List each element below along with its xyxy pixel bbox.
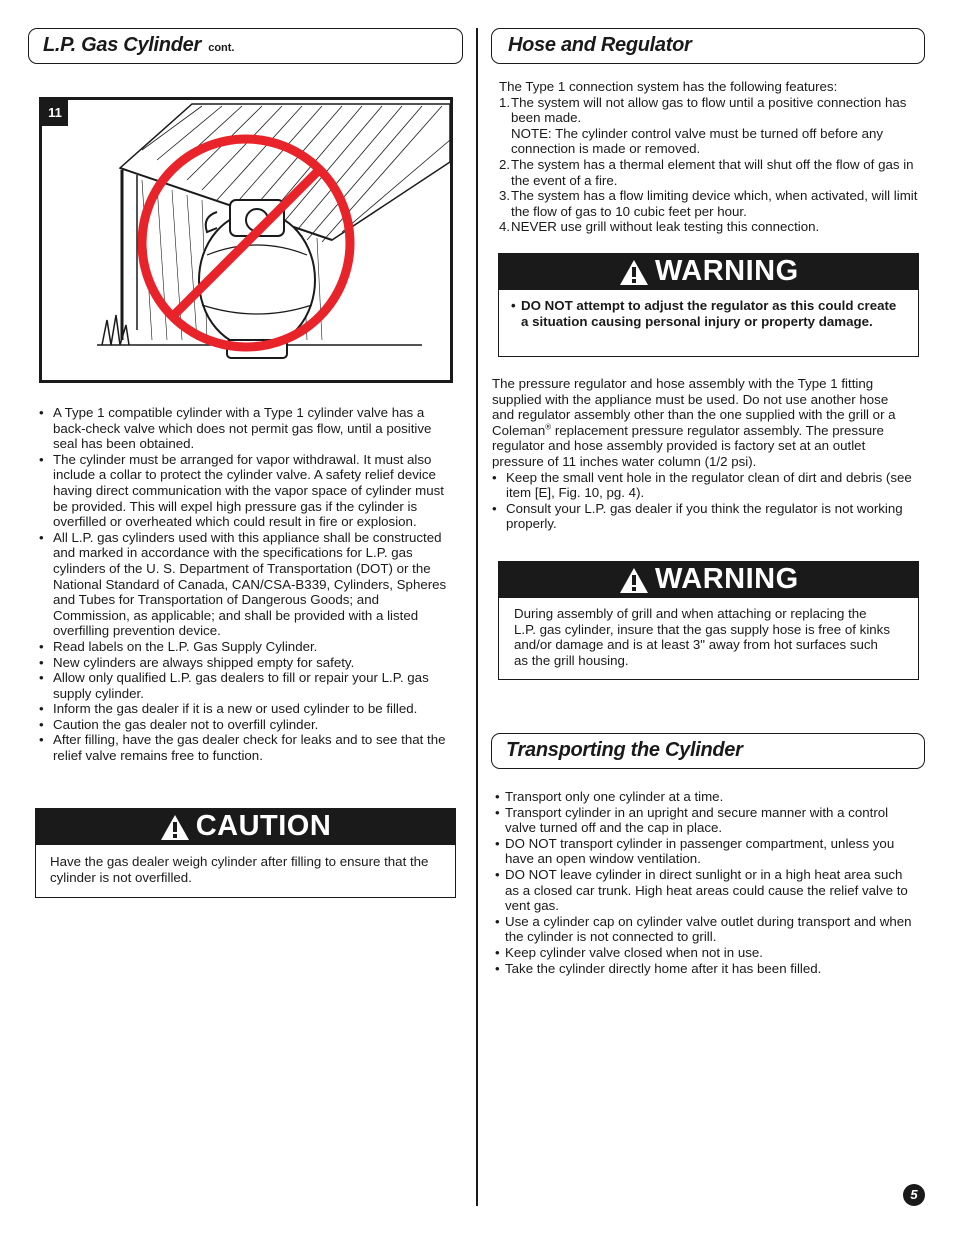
section-header-hose-regulator: [491, 28, 925, 64]
section-title: [43, 33, 234, 60]
feature-text: The system will not allow gas to flow until a positive connection has been made.: [511, 94, 907, 126]
warning-triangle-icon: [619, 259, 649, 286]
lp-gas-bullets: [39, 405, 451, 764]
warning-banner: [499, 562, 918, 598]
transport-bullet-list: [495, 789, 920, 976]
transport-section: [495, 789, 920, 976]
regulator-paragraph-a: The pressure regulator and hose assembly with the Type 1 fitting supplied with the appliance must be used. Do not use another hose and regulator assembly other than the one supplied with the grill or a Coleman: [492, 376, 896, 438]
list-item: • Consult your L.P. gas dealer if you think the regulator is not working properly.: [492, 501, 912, 532]
feature-text: The system has a thermal element that will shut off the flow of gas in the event of a fire.: [511, 156, 914, 188]
feature-item: [499, 157, 919, 188]
section-title: Hose and Regulator: [508, 34, 692, 56]
feature-item: [499, 126, 919, 157]
feature-list: [499, 95, 919, 235]
warning-box-hose: [498, 561, 919, 680]
section-title-suffix: cont.: [208, 42, 235, 54]
figure-number: 11: [42, 100, 68, 126]
list-item: • Keep cylinder valve closed when not in use.: [495, 945, 920, 961]
list-item: • Use a cylinder cap on cylinder valve outlet during transport and when the cylinder is not connected to grill.: [495, 914, 920, 945]
bullet-list: [39, 405, 451, 764]
list-item: • All L.P. gas cylinders used with this appliance shall be constructed and marked in accordance with the specifications for L.P. gas cylinders of the U. S. Department of Transportation (DOT) or the National Standard of Canada, CAN/CSA-B339, Cylinders, Spheres and Tubes for Transportation of Dangerous Goods; and Commission, as applicable; and shall be provided with a listed overfilling prevention device.: [39, 530, 451, 639]
list-item: • DO NOT transport cylinder in passenger compartment, unless you have an open window ventilation.: [495, 836, 920, 867]
features-intro: The Type 1 connection system has the following features:: [499, 79, 838, 94]
list-item: • Read labels on the L.P. Gas Supply Cylinder.: [39, 639, 451, 655]
regulator-bullet-list: [492, 470, 912, 532]
list-item: • Transport cylinder in an upright and secure manner with a control valve turned off and the cap in place.: [495, 805, 920, 836]
list-item: • Caution the gas dealer not to overfill cylinder.: [39, 717, 451, 733]
list-item: • The cylinder must be arranged for vapor withdrawal. It must also include a collar to protect the cylinder valve. A safety relief device having direct communication with the vapor space of cylinder must be provided. This will expel high pressure gas if the cylinder is overfilled or overheated which could result in fire or explosion.: [39, 452, 451, 530]
column-divider: [476, 28, 478, 1206]
feature-text: NOTE: The cylinder control valve must be turned off before any connection is made or removed.: [511, 125, 884, 157]
regulator-paragraph: [492, 376, 912, 470]
warning-bullet-list: [511, 298, 906, 329]
caution-banner: [36, 809, 455, 845]
feature-number: 1.: [499, 94, 511, 110]
section-title-text: L.P. Gas Cylinder: [43, 34, 201, 56]
caution-title: CAUTION: [195, 810, 332, 843]
list-item: • After filling, have the gas dealer check for leaks and to see that the relief valve remains free to function.: [39, 732, 451, 763]
regulator-section: [492, 376, 912, 532]
page-number: 5: [903, 1184, 925, 1206]
prohibited-cylinder-illustration: [42, 100, 450, 380]
feature-item: [499, 188, 919, 219]
figure-11: [39, 97, 453, 383]
list-item: • New cylinders are always shipped empty for safety.: [39, 655, 451, 671]
feature-item: [499, 95, 919, 126]
list-item: • Take the cylinder directly home after it has been filled.: [495, 961, 920, 977]
list-item: • DO NOT leave cylinder in direct sunlight or in a high heat area such as a closed car trunk. High heat areas could cause the relief valve to vent gas.: [495, 867, 920, 914]
regulator-paragraph-b: replacement pressure regulator assembly. The pressure regulator and hose assembly provided is factory set at an outlet pressure of 11 inches water column (1/2 psi).: [492, 422, 884, 469]
type1-features: [499, 79, 919, 235]
list-item: • Allow only qualified L.P. gas dealers to fill or repair your L.P. gas supply cylinder.: [39, 670, 451, 701]
feature-text: The system has a flow limiting device which, when activated, will limit the flow of gas to 10 cubic feet per hour.: [511, 188, 918, 219]
caution-text: Have the gas dealer weigh cylinder after filling to ensure that the cylinder is not overfilled.: [50, 854, 429, 885]
section-header-lp-gas-cylinder: [28, 28, 463, 64]
feature-item: [499, 219, 919, 235]
warning-box-regulator: [498, 253, 919, 357]
registered-mark: ®: [545, 422, 552, 432]
warning-title: WARNING: [655, 255, 799, 288]
list-item: • A Type 1 compatible cylinder with a Type 1 cylinder valve has a back-check valve which does not permit gas flow, until a positive seal has been obtained.: [39, 405, 451, 452]
list-item: • Transport only one cylinder at a time.: [495, 789, 920, 805]
warning-text: During assembly of grill and when attaching or replacing the L.P. gas cylinder, insure that the gas supply hose is free of kinks and/or damage and is at least 3" away from hot surfaces such as the grill housing.: [514, 606, 890, 668]
warning-triangle-icon: [619, 567, 649, 594]
warning-banner: [499, 254, 918, 290]
section-header-transporting: [491, 733, 925, 769]
list-item: • DO NOT attempt to adjust the regulator as this could create a situation causing personal injury or property damage.: [511, 298, 906, 329]
warning-title: WARNING: [655, 563, 799, 596]
feature-number: 2.: [499, 156, 511, 172]
warning-triangle-icon: [160, 814, 190, 841]
list-item: • Inform the gas dealer if it is a new or used cylinder to be filled.: [39, 701, 451, 717]
feature-number: 3.: [499, 188, 511, 204]
feature-text: NEVER use grill without leak testing this connection.: [511, 219, 820, 235]
caution-box: [35, 808, 456, 898]
warning-text: [499, 290, 918, 329]
section-title: Transporting the Cylinder: [506, 739, 743, 761]
list-item: • Keep the small vent hole in the regulator clean of dirt and debris (see item [E], Fig. 10, pg. 4).: [492, 470, 912, 501]
feature-number: 4.: [499, 219, 511, 235]
